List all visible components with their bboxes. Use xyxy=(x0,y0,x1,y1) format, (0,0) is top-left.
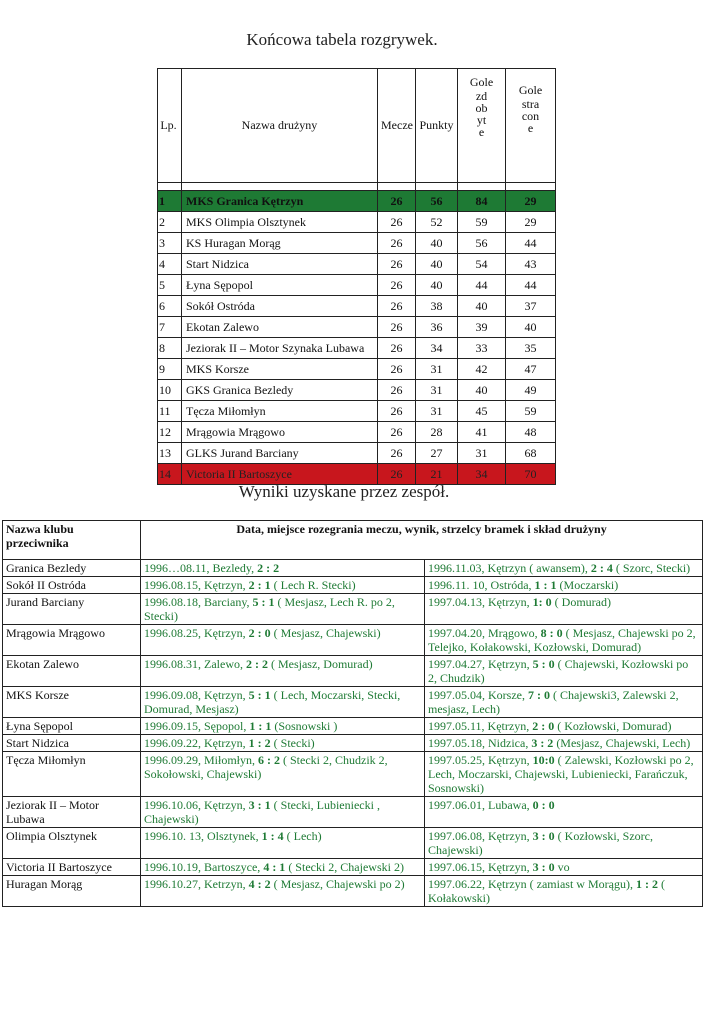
first-match-result xyxy=(141,797,425,828)
second-match-result xyxy=(425,859,703,876)
standings-goals-against: 49 xyxy=(506,380,556,401)
match-score: 10:0 xyxy=(532,753,555,767)
col-lp-header: Lp. xyxy=(158,69,182,183)
match-date-place: 1997.05.25, Kętrzyn, xyxy=(428,753,533,767)
match-scorers: ( Kołakowski) xyxy=(428,877,665,905)
results-row xyxy=(3,560,703,577)
match-scorers: ( Stecki, Lubieniecki , Chajewski) xyxy=(144,798,380,826)
opponent-club: Sokół II Ostróda xyxy=(3,577,141,594)
results-row xyxy=(3,752,703,797)
match-date-place: 1996.09.15, Sępopol, xyxy=(144,719,250,733)
match-score: 1 : 1 xyxy=(534,578,557,592)
first-match-result xyxy=(141,577,425,594)
standings-lp: 7 xyxy=(158,317,182,338)
match-date-place: 1996.08.25, Kętrzyn, xyxy=(144,626,249,640)
opponent-club: Victoria II Bartoszyce xyxy=(3,859,141,876)
match-score: 1 : 2 xyxy=(635,877,658,891)
match-score: 1 : 1 xyxy=(249,719,272,733)
match-scorers: (Sosnowski ) xyxy=(271,719,338,733)
second-match-result xyxy=(425,577,703,594)
standings-goals-against: 40 xyxy=(506,317,556,338)
standings-matches: 26 xyxy=(378,191,416,212)
standings-matches: 26 xyxy=(378,212,416,233)
col-club-header: Nazwa klubu przeciwnika xyxy=(3,521,141,560)
match-date-place: 1996.11. 10, Ostróda, xyxy=(428,578,535,592)
standings-spacer xyxy=(158,183,556,191)
standings-matches: 26 xyxy=(378,317,416,338)
col-goals-against-header xyxy=(506,69,556,183)
standings-goals-against: 35 xyxy=(506,338,556,359)
match-date-place: 1997.06.22, Kętrzyn ( zamiast w Morągu), xyxy=(428,877,636,891)
opponent-club: Tęcza Miłomłyn xyxy=(3,752,141,797)
match-date-place: 1996…08.11, Bezledy, xyxy=(144,561,258,575)
second-match-result xyxy=(425,797,703,828)
standings-points: 27 xyxy=(416,443,458,464)
standings-matches: 26 xyxy=(378,338,416,359)
match-score: 2 : 2 xyxy=(257,561,280,575)
standings-points: 31 xyxy=(416,359,458,380)
standings-goals-against: 48 xyxy=(506,422,556,443)
match-score: 2 : 4 xyxy=(590,561,613,575)
standings-goals-for: 84 xyxy=(458,191,506,212)
col-team-header: Nazwa drużyny xyxy=(182,69,378,183)
standings-lp: 11 xyxy=(158,401,182,422)
standings-goals-for: 42 xyxy=(458,359,506,380)
first-match-result xyxy=(141,687,425,718)
standings-matches: 26 xyxy=(378,296,416,317)
standings-goals-against: 70 xyxy=(506,464,556,485)
first-match-result xyxy=(141,859,425,876)
goals-for-header-b: zdobyte xyxy=(475,89,488,139)
second-match-result xyxy=(425,560,703,577)
match-date-place: 1997.06.08, Kętrzyn, xyxy=(428,829,533,843)
opponent-club: Granica Bezledy xyxy=(3,560,141,577)
standings-team: MKS Olimpia Olsztynek xyxy=(182,212,378,233)
standings-header-row xyxy=(158,69,556,183)
results-row xyxy=(3,859,703,876)
match-scorers: ( Kozłowski, Domurad) xyxy=(554,719,672,733)
standings-points: 31 xyxy=(416,380,458,401)
match-date-place: 1996.08.18, Barciany, xyxy=(144,595,253,609)
opponent-club: Olimpia Olsztynek xyxy=(3,828,141,859)
standings-points: 40 xyxy=(416,233,458,254)
match-scorers: ( Szorc, Stecki) xyxy=(612,561,691,575)
results-row xyxy=(3,735,703,752)
opponent-club: Łyna Sępopol xyxy=(3,718,141,735)
standings-goals-against: 37 xyxy=(506,296,556,317)
match-date-place: 1996.10.06, Kętrzyn, xyxy=(144,798,249,812)
standings-matches: 26 xyxy=(378,233,416,254)
standings-team: KS Huragan Morąg xyxy=(182,233,378,254)
opponent-club: Jurand Barciany xyxy=(3,594,141,625)
col-points-header: Punkty xyxy=(416,69,458,183)
standings-team: Tęcza Miłomłyn xyxy=(182,401,378,422)
match-date-place: 1997.05.18, Nidzica, xyxy=(428,736,532,750)
match-date-place: 1996.08.15, Kętrzyn, xyxy=(144,578,249,592)
standings-matches: 26 xyxy=(378,254,416,275)
match-scorers: ( Chajewski, Kozłowski po 2, Chudzik) xyxy=(428,657,689,685)
match-score: 2 : 1 xyxy=(248,578,271,592)
opponent-club: Jeziorak II – Motor Lubawa xyxy=(3,797,141,828)
standings-row xyxy=(158,401,556,422)
standings-matches: 26 xyxy=(378,380,416,401)
match-date-place: 1997.06.01, Lubawa, xyxy=(428,798,533,812)
standings-points: 36 xyxy=(416,317,458,338)
match-scorers: ( Mesjasz, Domurad) xyxy=(267,657,373,671)
match-date-place: 1996.11.03, Kętrzyn ( awansem), xyxy=(428,561,591,575)
second-match-result xyxy=(425,718,703,735)
match-scorers: ( Mesjasz, Chajewski po 2, Telejko, Kołakowski, Kozłowski, Domurad) xyxy=(428,626,696,654)
standings-goals-against: 68 xyxy=(506,443,556,464)
standings-team: Mrągowia Mrągowo xyxy=(182,422,378,443)
standings-matches: 26 xyxy=(378,275,416,296)
opponent-club: Start Nidzica xyxy=(3,735,141,752)
standings-matches: 26 xyxy=(378,464,416,485)
results-row xyxy=(3,797,703,828)
match-date-place: 1996.10.27, Ketrzyn, xyxy=(144,877,249,891)
results-row xyxy=(3,577,703,594)
match-date-place: 1996.10.19, Bartoszyce, xyxy=(144,860,264,874)
standings-goals-for: 41 xyxy=(458,422,506,443)
first-match-result xyxy=(141,828,425,859)
match-score: 4 : 1 xyxy=(263,860,286,874)
standings-team: MKS Granica Kętrzyn xyxy=(182,191,378,212)
second-match-result xyxy=(425,752,703,797)
match-score: 1: 0 xyxy=(532,595,552,609)
standings-row xyxy=(158,317,556,338)
standings-goals-for: 40 xyxy=(458,296,506,317)
standings-points: 28 xyxy=(416,422,458,443)
goals-against-header-a: Gole xyxy=(518,83,543,97)
match-scorers: (Moczarski) xyxy=(556,578,619,592)
match-scorers: ( Mesjasz, Chajewski po 2) xyxy=(270,877,405,891)
results-header-row xyxy=(3,521,703,560)
results-table xyxy=(2,520,703,907)
col-details-header: Data, miejsce rozegrania meczu, wynik, strzelcy bramek i skład drużyny xyxy=(141,521,703,560)
match-scorers: ( Lech, Moczarski, Stecki, Domurad, Mesjasz) xyxy=(144,688,401,716)
results-row xyxy=(3,828,703,859)
match-date-place: 1996.10. 13, Olsztynek, xyxy=(144,829,262,843)
standings-row xyxy=(158,359,556,380)
standings-points: 21 xyxy=(416,464,458,485)
standings-lp: 5 xyxy=(158,275,182,296)
match-date-place: 1997.04.13, Kętrzyn, xyxy=(428,595,533,609)
match-scorers: ( Chajewski3, Zalewski 2, mesjasz, Lech) xyxy=(428,688,679,716)
opponent-club: MKS Korsze xyxy=(3,687,141,718)
standings-lp: 3 xyxy=(158,233,182,254)
standings-lp: 6 xyxy=(158,296,182,317)
standings-row xyxy=(158,443,556,464)
match-score: 2 : 0 xyxy=(248,626,271,640)
standings-team: Łyna Sępopol xyxy=(182,275,378,296)
results-row xyxy=(3,876,703,907)
standings-points: 34 xyxy=(416,338,458,359)
standings-goals-for: 59 xyxy=(458,212,506,233)
standings-row xyxy=(158,212,556,233)
goals-against-header-b: stracone xyxy=(521,97,540,135)
standings-team: Ekotan Zalewo xyxy=(182,317,378,338)
second-match-result xyxy=(425,625,703,656)
standings-points: 38 xyxy=(416,296,458,317)
standings-goals-for: 56 xyxy=(458,233,506,254)
opponent-club: Ekotan Zalewo xyxy=(3,656,141,687)
standings-points: 40 xyxy=(416,275,458,296)
standings-matches: 26 xyxy=(378,422,416,443)
first-match-result xyxy=(141,735,425,752)
standings-goals-for: 54 xyxy=(458,254,506,275)
standings-team: Start Nidzica xyxy=(182,254,378,275)
match-date-place: 1997.05.04, Korsze, xyxy=(428,688,528,702)
standings-goals-against: 44 xyxy=(506,275,556,296)
match-score: 3 : 0 xyxy=(532,829,555,843)
first-match-result xyxy=(141,625,425,656)
standings-matches: 26 xyxy=(378,359,416,380)
first-match-result xyxy=(141,876,425,907)
match-score: 8 : 0 xyxy=(540,626,563,640)
standings-team: Jeziorak II – Motor Szynaka Lubawa xyxy=(182,338,378,359)
match-score: 4 : 2 xyxy=(248,877,271,891)
match-date-place: 1996.09.29, Miłomłyn, xyxy=(144,753,259,767)
match-scorers: (Mesjasz, Chajewski, Lech) xyxy=(553,736,691,750)
second-match-result xyxy=(425,828,703,859)
standings-team: GKS Granica Bezledy xyxy=(182,380,378,401)
standings-goals-against: 29 xyxy=(506,212,556,233)
results-row xyxy=(3,656,703,687)
second-match-result xyxy=(425,735,703,752)
standings-title: Końcowa tabela rozgrywek. xyxy=(246,30,438,49)
match-score: 1 : 2 xyxy=(248,736,271,750)
match-date-place: 1997.04.27, Kętrzyn, xyxy=(428,657,533,671)
standings-points: 52 xyxy=(416,212,458,233)
standings-lp: 2 xyxy=(158,212,182,233)
match-score: 7 : 0 xyxy=(527,688,550,702)
first-match-result xyxy=(141,594,425,625)
match-scorers: ( Lech R. Stecki) xyxy=(270,578,356,592)
first-match-result xyxy=(141,656,425,687)
standings-team: Victoria II Bartoszyce xyxy=(182,464,378,485)
standings-goals-for: 40 xyxy=(458,380,506,401)
match-scorers: ( Stecki 2, Chudzik 2, Sokołowski, Chajewski) xyxy=(144,753,388,781)
standings-row xyxy=(158,296,556,317)
match-score: 1 : 4 xyxy=(261,829,284,843)
match-score: 5 : 1 xyxy=(252,595,275,609)
match-scorers: ( Mesjasz, Chajewski) xyxy=(270,626,381,640)
standings-goals-for: 44 xyxy=(458,275,506,296)
results-row xyxy=(3,594,703,625)
match-score: 6 : 2 xyxy=(258,753,281,767)
standings-lp: 9 xyxy=(158,359,182,380)
standings-team: MKS Korsze xyxy=(182,359,378,380)
opponent-club: Huragan Morąg xyxy=(3,876,141,907)
standings-row xyxy=(158,233,556,254)
standings-lp: 10 xyxy=(158,380,182,401)
col-matches-header: Mecze xyxy=(378,69,416,183)
standings-goals-for: 34 xyxy=(458,464,506,485)
match-score: 3 : 1 xyxy=(248,798,271,812)
standings-goals-against: 59 xyxy=(506,401,556,422)
standings-row xyxy=(158,380,556,401)
results-title: Wyniki uzyskane przez zespół. xyxy=(238,482,450,501)
standings-goals-against: 43 xyxy=(506,254,556,275)
standings-row xyxy=(158,275,556,296)
match-scorers: ( Mesjasz, Lech R. po 2, Stecki) xyxy=(144,595,395,623)
match-scorers: ( Zalewski, Kozłowski po 2, Lech, Moczarski, Chajewski, Lubieniecki, Farańczuk, Sosnowski) xyxy=(428,753,694,795)
match-date-place: 1996.09.08, Kętrzyn, xyxy=(144,688,249,702)
results-row xyxy=(3,718,703,735)
standings-goals-against: 44 xyxy=(506,233,556,254)
match-score: 2 : 0 xyxy=(532,719,555,733)
standings-points: 40 xyxy=(416,254,458,275)
standings-row xyxy=(158,191,556,212)
standings-row xyxy=(158,338,556,359)
match-score: 3 : 0 xyxy=(532,860,555,874)
match-score: 5 : 1 xyxy=(248,688,271,702)
standings-lp: 14 xyxy=(158,464,182,485)
match-date-place: 1996.09.22, Kętrzyn, xyxy=(144,736,249,750)
first-match-result xyxy=(141,752,425,797)
match-date-place: 1997.05.11, Kętrzyn, xyxy=(428,719,533,733)
standings-goals-against: 29 xyxy=(506,191,556,212)
match-scorers: ( Stecki 2, Chajewski 2) xyxy=(285,860,404,874)
standings-goals-for: 31 xyxy=(458,443,506,464)
match-score: 5 : 0 xyxy=(532,657,555,671)
match-scorers: ( Stecki) xyxy=(270,736,315,750)
col-goals-for-header xyxy=(458,69,506,183)
standings-goals-for: 39 xyxy=(458,317,506,338)
match-scorers: ( Domurad) xyxy=(551,595,611,609)
standings-points: 31 xyxy=(416,401,458,422)
match-score: 3 : 2 xyxy=(531,736,554,750)
standings-team: GLKS Jurand Barciany xyxy=(182,443,378,464)
match-date-place: 1996.08.31, Zalewo, xyxy=(144,657,246,671)
second-match-result xyxy=(425,594,703,625)
goals-for-header-a: Gole xyxy=(469,75,494,89)
standings-goals-for: 45 xyxy=(458,401,506,422)
standings-team: Sokół Ostróda xyxy=(182,296,378,317)
match-date-place: 1997.06.15, Kętrzyn, xyxy=(428,860,533,874)
match-scorers: ( Kozłowski, Szorc, Chajewski) xyxy=(428,829,653,857)
results-row xyxy=(3,625,703,656)
standings-lp: 4 xyxy=(158,254,182,275)
standings-row xyxy=(158,422,556,443)
second-match-result xyxy=(425,876,703,907)
first-match-result xyxy=(141,718,425,735)
standings-row xyxy=(158,254,556,275)
match-score: 0 : 0 xyxy=(532,798,555,812)
match-date-place: 1997.04.20, Mrągowo, xyxy=(428,626,541,640)
standings-lp: 12 xyxy=(158,422,182,443)
second-match-result xyxy=(425,656,703,687)
match-score: 2 : 2 xyxy=(245,657,268,671)
standings-lp: 8 xyxy=(158,338,182,359)
match-scorers: vo xyxy=(554,860,570,874)
standings-lp: 1 xyxy=(158,191,182,212)
standings-table xyxy=(157,68,556,485)
standings-matches: 26 xyxy=(378,443,416,464)
standings-matches: 26 xyxy=(378,401,416,422)
first-match-result xyxy=(141,560,425,577)
standings-goals-for: 33 xyxy=(458,338,506,359)
standings-points: 56 xyxy=(416,191,458,212)
standings-lp: 13 xyxy=(158,443,182,464)
second-match-result xyxy=(425,687,703,718)
match-scorers: ( Lech) xyxy=(283,829,322,843)
standings-goals-against: 47 xyxy=(506,359,556,380)
results-row xyxy=(3,687,703,718)
opponent-club: Mrągowia Mrągowo xyxy=(3,625,141,656)
